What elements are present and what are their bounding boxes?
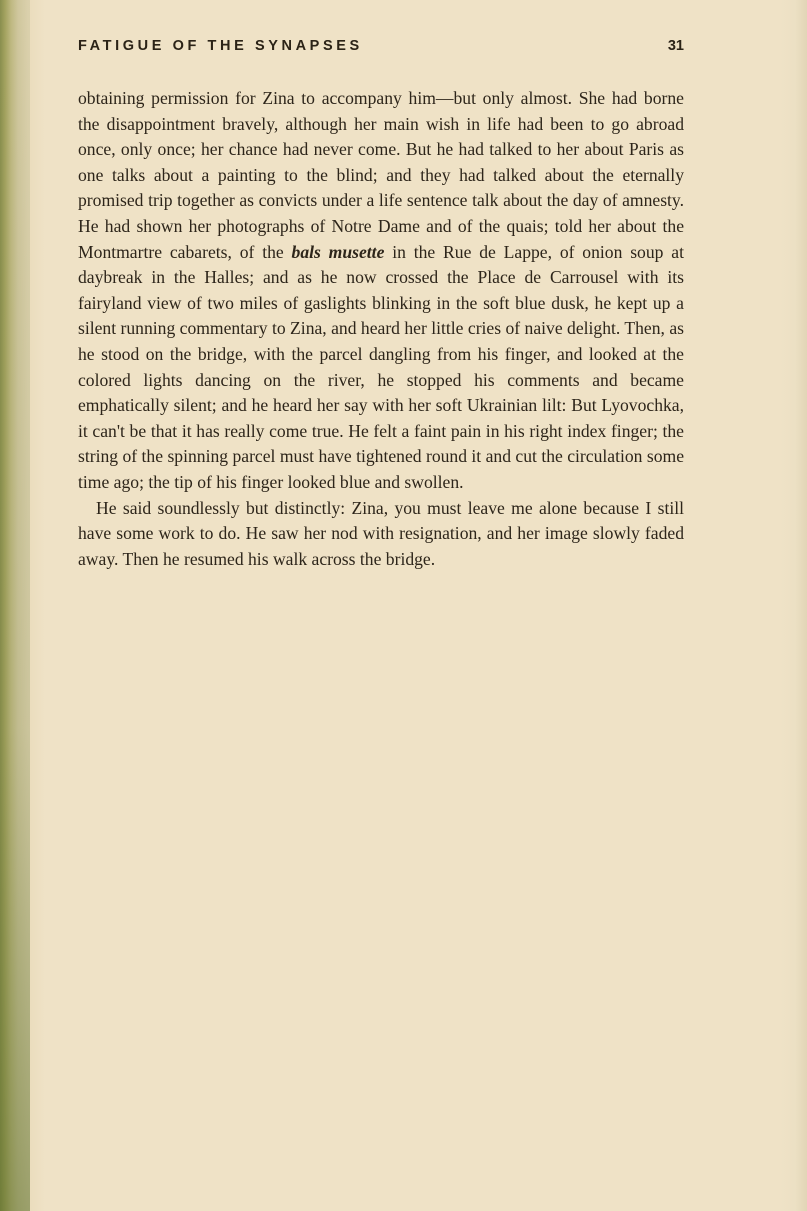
page-gutter-shadow bbox=[0, 0, 30, 1211]
italic-term-bals-musette: bals musette bbox=[291, 241, 385, 262]
paragraph-continued bbox=[78, 86, 684, 496]
paragraph: He said soundlessly but distinctly: Zina, you must leave me alone because I still have some work to do. He saw her nod with resignation, and her image slowly faded away. Then he resumed his walk across the bridge. bbox=[78, 497, 684, 569]
paragraph-text-part-1: obtaining permission for Zina to accompany him—but only almost. She had borne the disappointment bravely, although her main wish in life had been to go abroad once, only once; her chance had never come. But he had talked to her about Paris as one talks about a painting to the blind; and they had talked about the eternally promised trip together as convicts under a life sentence talk about the day of amnesty. He had shown her photographs of Notre Dame and of the quais; told her about the Montmartre cabarets, of the bbox=[78, 88, 684, 262]
running-title: FATIGUE OF THE SYNAPSES bbox=[78, 38, 363, 54]
body-text bbox=[78, 86, 684, 572]
running-header bbox=[78, 38, 684, 58]
paragraph-text-part-2: in the Rue de Lappe, of onion soup at daybreak in the Halles; and as he now crossed the Place de Carrousel with its fairyland view of two miles of gaslights blinking in the soft blue dusk, he kept up a silent running commentary to Zina, and heard her little cries of naive delight. Then, as he stood on the bridge, with the parcel dangling from his finger, and looked at the colored lights dancing on the river, he stopped his comments and became emphatically silent; and he heard her say with her soft Ukrainian lilt: But Lyovochka, it can't be that it has really come true. He felt a faint pain in his right index finger; the string of the spinning parcel must have tightened round it and cut the circulation some time ago; the tip of his finger looked blue and swollen. bbox=[78, 241, 684, 492]
page-number: 31 bbox=[667, 38, 684, 54]
